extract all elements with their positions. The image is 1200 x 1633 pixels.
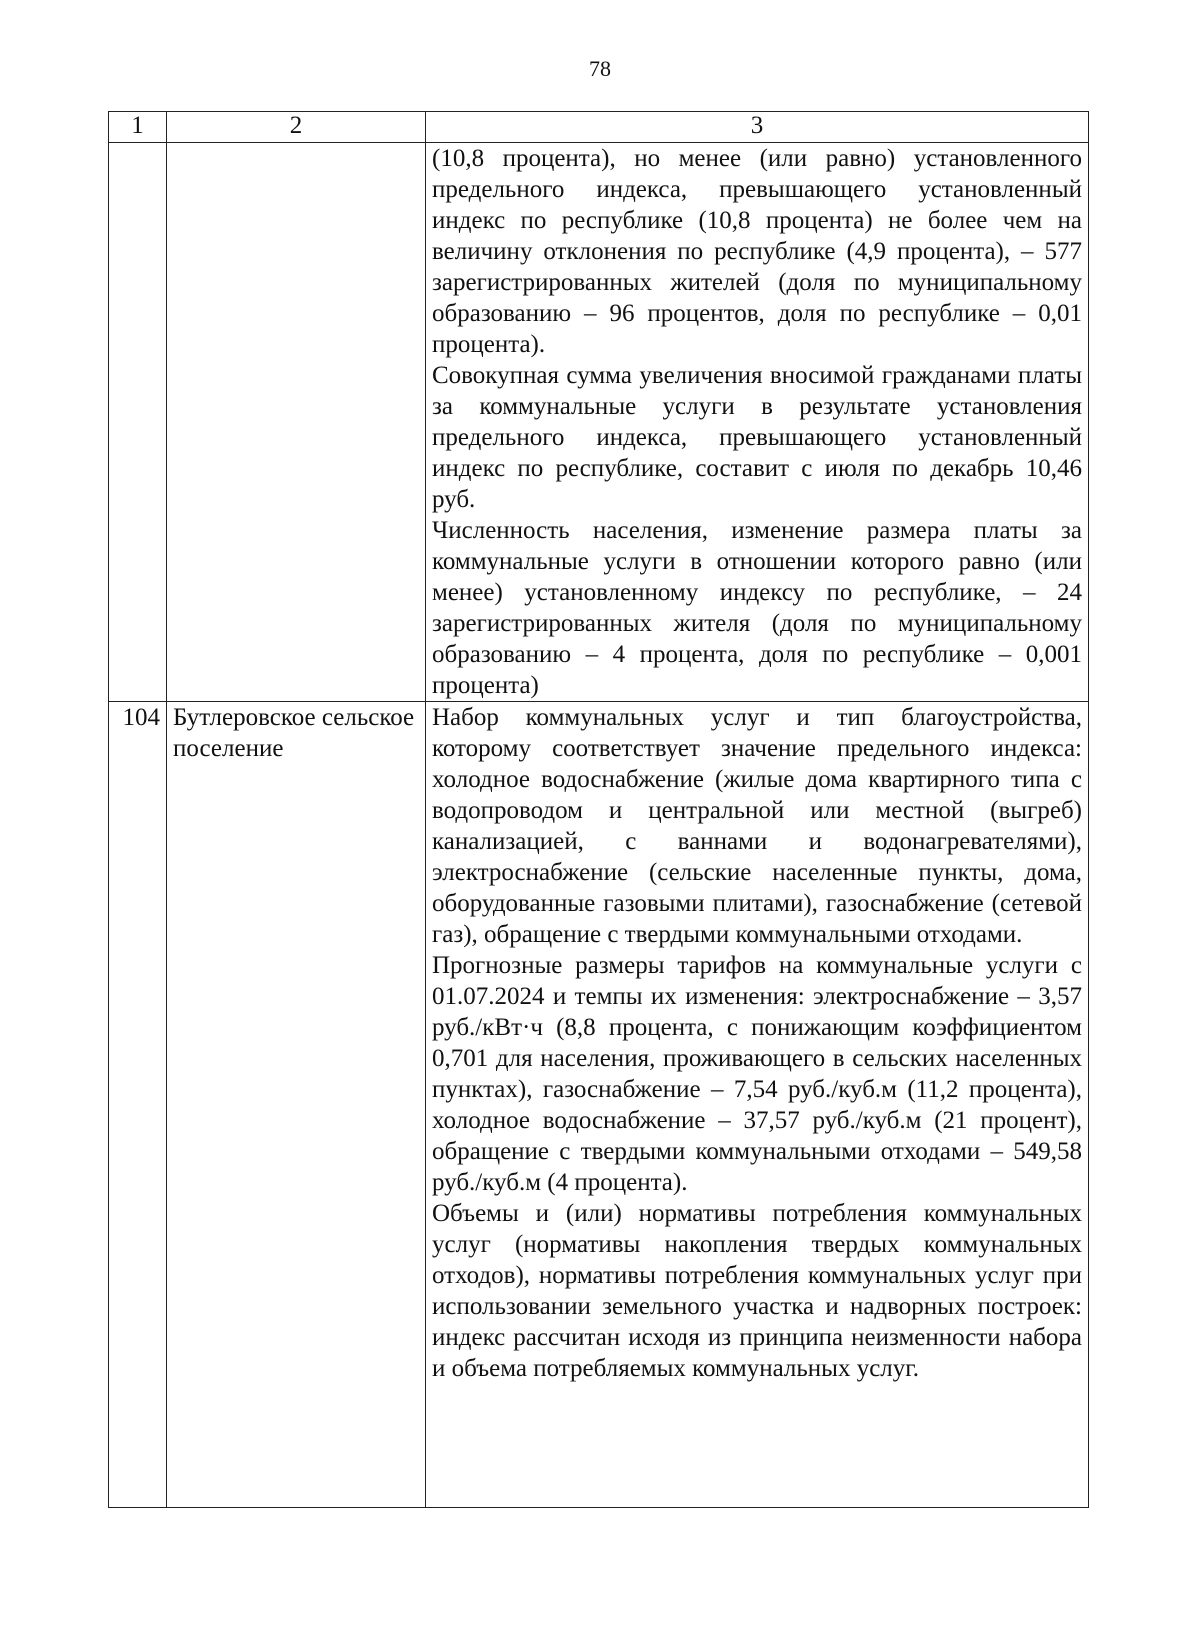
municipality-name-cell xyxy=(167,143,426,702)
description-cell xyxy=(426,143,1089,702)
table-row xyxy=(109,702,1089,1508)
row-number-cell xyxy=(109,143,167,702)
column-header-3: 3 xyxy=(426,112,1089,143)
page-number: 78 xyxy=(589,56,611,81)
description-paragraph: Набор коммунальных услуг и тип благоустройства, которому соответствует значение предельного индекса: холодное водоснабжение (жилые дома квартирного типа с водопроводом и центральной или местной (выгреб) канализацией, с ваннами и водонагревателями), электроснабжение (сельские населенные пункты, дома, оборудованные газовыми плитами), газоснабжение (сетевой газ), обращение с твердыми коммунальными отходами. xyxy=(432,704,1082,948)
municipality-name-cell: Бутлеровское сельское поселение xyxy=(167,702,426,1508)
column-header-1: 1 xyxy=(109,112,167,143)
description-paragraph: (10,8 процента), но менее (или равно) установленного предельного индекса, превышающего установленный индекс по республике (10,8 процента) не более чем на величину отклонения по республике (4,9 процента), – 577 зарегистрированных жителей (доля по муниципальному образованию – 96 процентов, доля по республике – 0,01 процента). xyxy=(432,145,1082,358)
column-header-2: 2 xyxy=(167,112,426,143)
table-header-row xyxy=(109,112,1089,143)
description-paragraph: Совокупная сумма увеличения вносимой гражданами платы за коммунальные услуги в результате установления предельного индекса, превышающего установленный индекс по республике, составит с июля по декабрь 10,46 руб. xyxy=(432,362,1082,513)
description-paragraph: Объемы и (или) нормативы потребления коммунальных услуг (нормативы накопления твердых коммунальных отходов), нормативы потребления коммунальных услуг при использовании земельного участка и надворных построек: индекс рассчитан исходя из принципа неизменности набора и объема потребляемых коммунальных услуг. xyxy=(432,1200,1082,1382)
description-paragraph: Прогнозные размеры тарифов на коммунальные услуги с 01.07.2024 и темпы их изменения: электроснабжение – 3,57 руб./кВт·ч (8,8 процента, с понижающим коэффициентом 0,701 для населения, проживающего в сельских населенных пунктах), газоснабжение – 7,54 руб./куб.м (11,2 процента), холодное водоснабжение – 37,57 руб./куб.м (21 процент), обращение с твердыми коммунальными отходами – 549,58 руб./куб.м (4 процента). xyxy=(432,952,1082,1196)
row-number-cell: 104 xyxy=(109,702,167,1508)
table-row xyxy=(109,143,1089,702)
description-cell xyxy=(426,702,1089,1508)
description-paragraph: Численность населения, изменение размера платы за коммунальные услуги в отношении которого равно (или менее) установленному индексу по республике, – 24 зарегистрированных жителя (доля по муниципальному образованию – 4 процента, доля по республике – 0,001 процента) xyxy=(432,517,1082,699)
tariff-table xyxy=(108,111,1089,1508)
